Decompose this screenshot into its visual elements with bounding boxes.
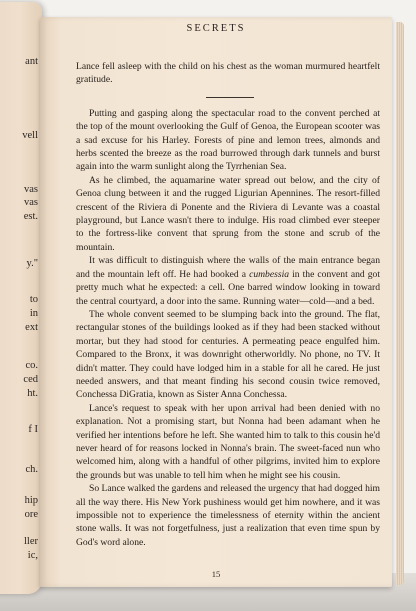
section-break-rule (206, 97, 254, 98)
left-page-fragment: vas (24, 184, 38, 195)
left-page-fragment: ht. (27, 388, 38, 399)
paragraph: As he climbed, the aquamarine water spread out below, and the city of Genoa clung between it and the rugged Ligurian Apennines. The resort-filled crescent of the Riviera di Ponente and the Riviera di Levante was a coastal playground, but Lance wasn't there to indulge. His road climbed ever steeper to the fortress-like convent that sprung from the stone and scrub of the mountain. (76, 174, 380, 253)
left-page-fragment: vell (22, 130, 38, 141)
paragraph (76, 254, 380, 308)
left-page-fragment: ller (24, 536, 38, 547)
left-page-fragment: ext (25, 322, 38, 333)
left-facing-page (0, 2, 42, 594)
paragraph: So Lance walked the gardens and released the urgency that had dogged him all the way there. His New York pushiness would get him nowhere, and it was impossible not to experience the timelessness of eternity within the ancient stone walls. It was not forgetfulness, just a realization that even time spun by God's word alone. (76, 483, 380, 548)
left-page-fragment: vas (24, 197, 38, 208)
italic-term: cumbessia (249, 268, 290, 280)
left-page-fragment: f I (28, 424, 38, 435)
paragraph: The whole convent seemed to be slumping back into the ground. The flat, rectangular stones of the buildings looked as if they had been stacked without mortar, but they had stood for centuries. A permeating peace engulfed him. Compared to the Bronx, it was downright otherworldly. No phone, no TV. It didn't matter. They could have lodged him in a stable for all he cared. He just needed answers, and that meant finding his second cousin twice removed, Conchessa DiGratia, known as Sister Anna Conchessa. (76, 308, 380, 401)
paragraph-text: It was difficult to distinguish where the walls of the main entrance began and the mountain left off. He had booked a (76, 255, 380, 280)
running-head: SECRETS (186, 23, 246, 34)
page-stack-edge (396, 22, 404, 585)
left-page-fragment: hip (24, 495, 38, 506)
paragraph: Lance's request to speak with her upon arrival had been denied with no explanation. Not a promising start, but Nonna had been adamant when he verified her intentions before he left. She wanted him to talk to this cousin he'd never heard of for reasons locked in Nonna's brain. The sweet-faced nun who welcomed him, along with a handful of other pilgrims, invited him to explore the grounds but was unable to tell him when he might see his cousin. (76, 402, 380, 481)
left-page-fragment: ore (24, 509, 38, 520)
paragraph: Putting and gasping along the spectacular road to the convent perched at the top of the mount overlooking the Gulf of Genoa, the European scooter was a sad excuse for his Harley. Forests of pine and lemon trees, almonds and herbs scented the breeze as the road burrowed through dark tunnels and burst again into the warm sunlight along the Tyrrhenian Sea. (76, 107, 380, 173)
left-page-fragment: in (29, 308, 38, 319)
left-page-fragment: ic, (27, 550, 38, 561)
body-text (76, 60, 380, 549)
left-page-fragment: to (29, 294, 38, 305)
page-number: 15 (211, 569, 221, 579)
book-page (40, 17, 392, 587)
left-page-fragment: ced (23, 374, 38, 385)
section-break (76, 87, 380, 107)
left-page-fragment: est. (23, 211, 38, 222)
left-page-fragment: co. (25, 360, 38, 371)
paragraph-text: in the convent and got pretty much what he expected: a cell. One barred window looking in toward the central courtyard, a door into the same. Running water—cold—and a bed. (76, 268, 381, 307)
left-page-fragment: ant (25, 56, 38, 67)
left-page-fragment: y." (26, 258, 38, 269)
paragraph: Lance fell asleep with the child on his chest as the woman murmured heartfelt gratitude. (76, 61, 380, 86)
left-page-fragment: ch. (25, 464, 38, 475)
